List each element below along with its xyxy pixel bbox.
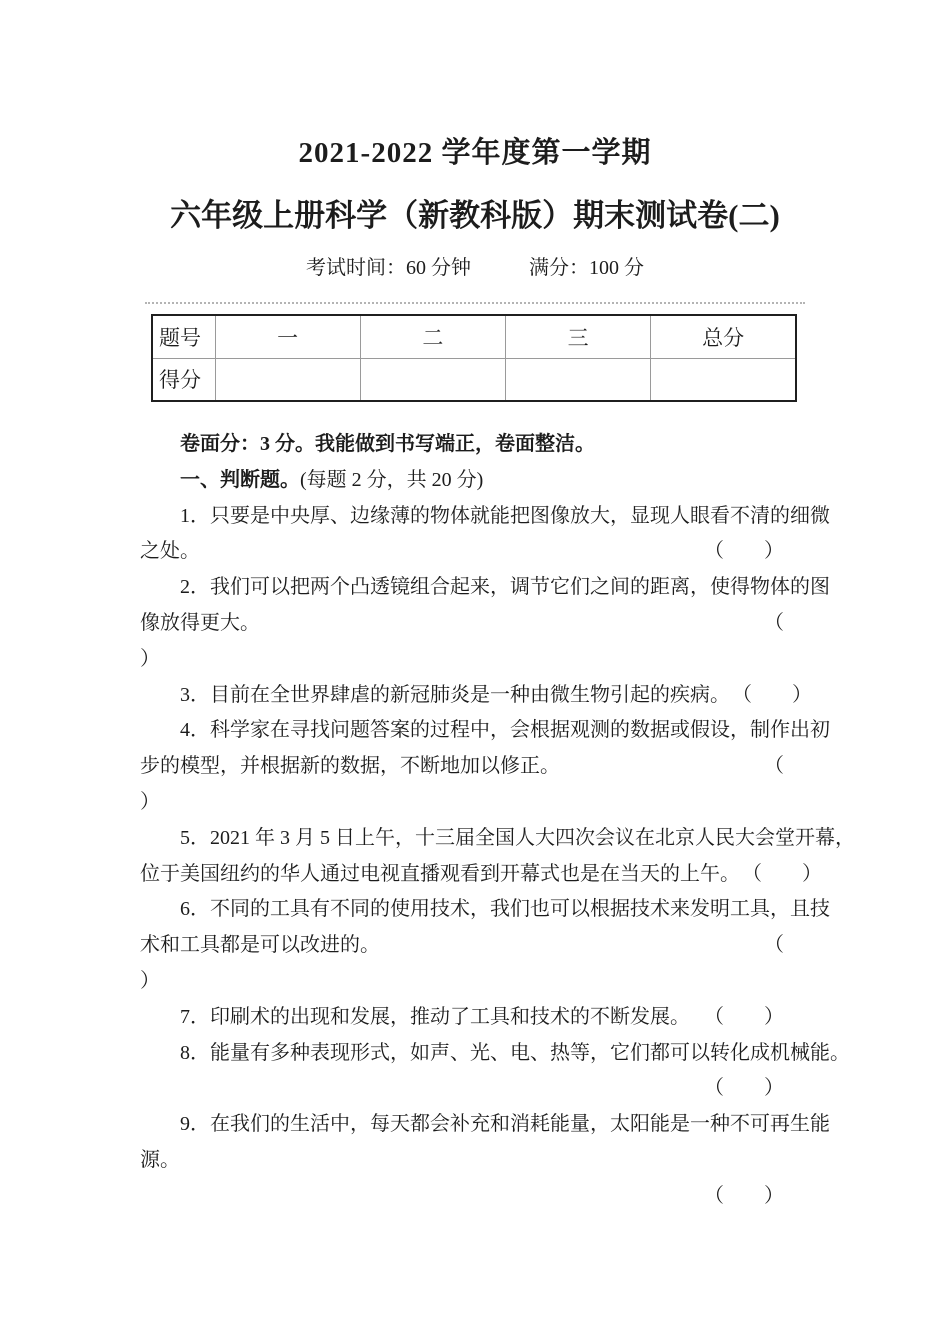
question-text: ） (140, 647, 160, 670)
score-table-zone (145, 302, 805, 402)
question-text: 5．2021 年 3 月 5 日上午，十三届全国人大四次会议在北京人民大会堂开幕， (180, 826, 855, 849)
question-3-line-1 (140, 678, 812, 714)
question-text: 源。 (140, 1148, 180, 1171)
question-6-line-2 (140, 928, 812, 964)
answer-slot[interactable]: （ (764, 934, 784, 957)
question-2-line-2 (140, 606, 812, 642)
answer-slot[interactable]: （ ） (742, 683, 812, 706)
questions-list (140, 499, 855, 1215)
score-table-row-label: 题号 (152, 315, 215, 358)
question-6-line-3 (140, 964, 812, 1000)
score-table-row-label: 得分 (152, 358, 215, 401)
question-2-line-1 (140, 570, 830, 606)
page-subtitle: 六年级上册科学（新教科版）期末测试卷(二) (170, 198, 780, 233)
question-text: 9．在我们的生活中，每天都会补充和消耗能量，太阳能是一种不可再生能 (180, 1113, 830, 1136)
question-1 (140, 499, 830, 571)
score-cell-empty[interactable] (360, 358, 505, 401)
notice-text: 卷面分：3 分。我能做到书写端正，卷面整洁。 (180, 433, 595, 455)
question-9-line-3 (140, 1179, 812, 1215)
exam-body (140, 427, 855, 1215)
score-cell-empty[interactable] (215, 358, 360, 401)
question-text: 像放得更大。 (140, 611, 260, 634)
answer-slot[interactable]: （ ） (704, 1077, 784, 1100)
answer-slot[interactable]: （ ） (704, 1184, 784, 1207)
section-heading (140, 463, 812, 499)
question-8-line-2 (140, 1071, 812, 1107)
exam-info-row (0, 256, 950, 280)
question-4 (140, 713, 830, 820)
question-text: 7．印刷术的出现和发展，推动了工具和技术的不断发展。 (180, 1005, 690, 1028)
question-6-line-1 (140, 892, 830, 928)
question-text: 2．我们可以把两个凸透镜组合起来，调节它们之间的距离，使得物体的图 (180, 576, 830, 599)
question-5 (140, 821, 855, 893)
score-cell-empty[interactable] (651, 358, 796, 401)
question-8 (140, 1036, 850, 1108)
answer-slot[interactable]: （ (764, 611, 784, 634)
question-text: 之处。 (140, 540, 200, 563)
question-5-line-1 (140, 821, 855, 857)
answer-slot[interactable]: （ (764, 755, 784, 778)
question-text: 位于美国纽约的华人通过电视直播观看到开幕式也是在当天的上午。 (140, 862, 740, 885)
section-title: 一、判断题。 (180, 468, 300, 491)
score-table-header-row (152, 315, 796, 358)
score-table-column-header: 一 (215, 315, 360, 358)
score-table (151, 314, 797, 402)
notice-line (140, 427, 812, 463)
score-table-column-header: 二 (360, 315, 505, 358)
question-1-line-2 (140, 534, 812, 570)
question-6 (140, 892, 830, 999)
question-text: ） (140, 790, 160, 813)
dotted-divider (145, 302, 805, 304)
page-title: 2021-2022 学年度第一学期 (298, 137, 652, 169)
score-table-column-header: 总分 (651, 315, 796, 358)
question-4-line-2 (140, 749, 812, 785)
score-table-column-header: 三 (506, 315, 651, 358)
question-2 (140, 570, 830, 677)
question-1-line-1 (140, 499, 830, 535)
answer-slot[interactable]: （ ） (704, 1005, 784, 1028)
question-8-line-1 (140, 1036, 850, 1072)
answer-slot[interactable]: （ ） (704, 540, 784, 563)
question-4-line-1 (140, 713, 830, 749)
question-text: 1．只要是中央厚、边缘薄的物体就能把图像放大，显现人眼看不清的细微 (180, 504, 830, 527)
question-text: 3．目前在全世界肆虐的新冠肺炎是一种由微生物引起的疾病。 (180, 683, 730, 706)
question-text: 6．不同的工具有不同的使用技术，我们也可以根据技术来发明工具，且技 (180, 898, 830, 921)
question-text: ） (140, 969, 160, 992)
score-table-score-row (152, 358, 796, 401)
score-cell-empty[interactable] (506, 358, 651, 401)
answer-slot[interactable]: （ ） (752, 862, 822, 885)
full-score-label: 满分：100 分 (529, 257, 644, 279)
question-7-line-1 (140, 1000, 812, 1036)
question-9-line-1 (140, 1107, 830, 1143)
question-4-line-3 (140, 785, 812, 821)
question-text: 8．能量有多种表现形式，如声、光、电、热等，它们都可以转化成机械能。 (180, 1041, 850, 1064)
question-3 (140, 678, 812, 714)
question-9-line-2 (140, 1143, 812, 1179)
question-9 (140, 1107, 830, 1214)
question-5-line-2 (140, 857, 822, 893)
section-note: (每题 2 分，共 20 分) (300, 468, 484, 491)
question-7 (140, 1000, 812, 1036)
question-text: 4．科学家在寻找问题答案的过程中，会根据观测的数据或假设，制作出初 (180, 719, 830, 742)
question-2-line-3 (140, 642, 812, 678)
question-text: 步的模型，并根据新的数据，不断地加以修正。 (140, 755, 560, 778)
question-text: 术和工具都是可以改进的。 (140, 934, 380, 957)
exam-time-label: 考试时间：60 分钟 (306, 257, 471, 279)
